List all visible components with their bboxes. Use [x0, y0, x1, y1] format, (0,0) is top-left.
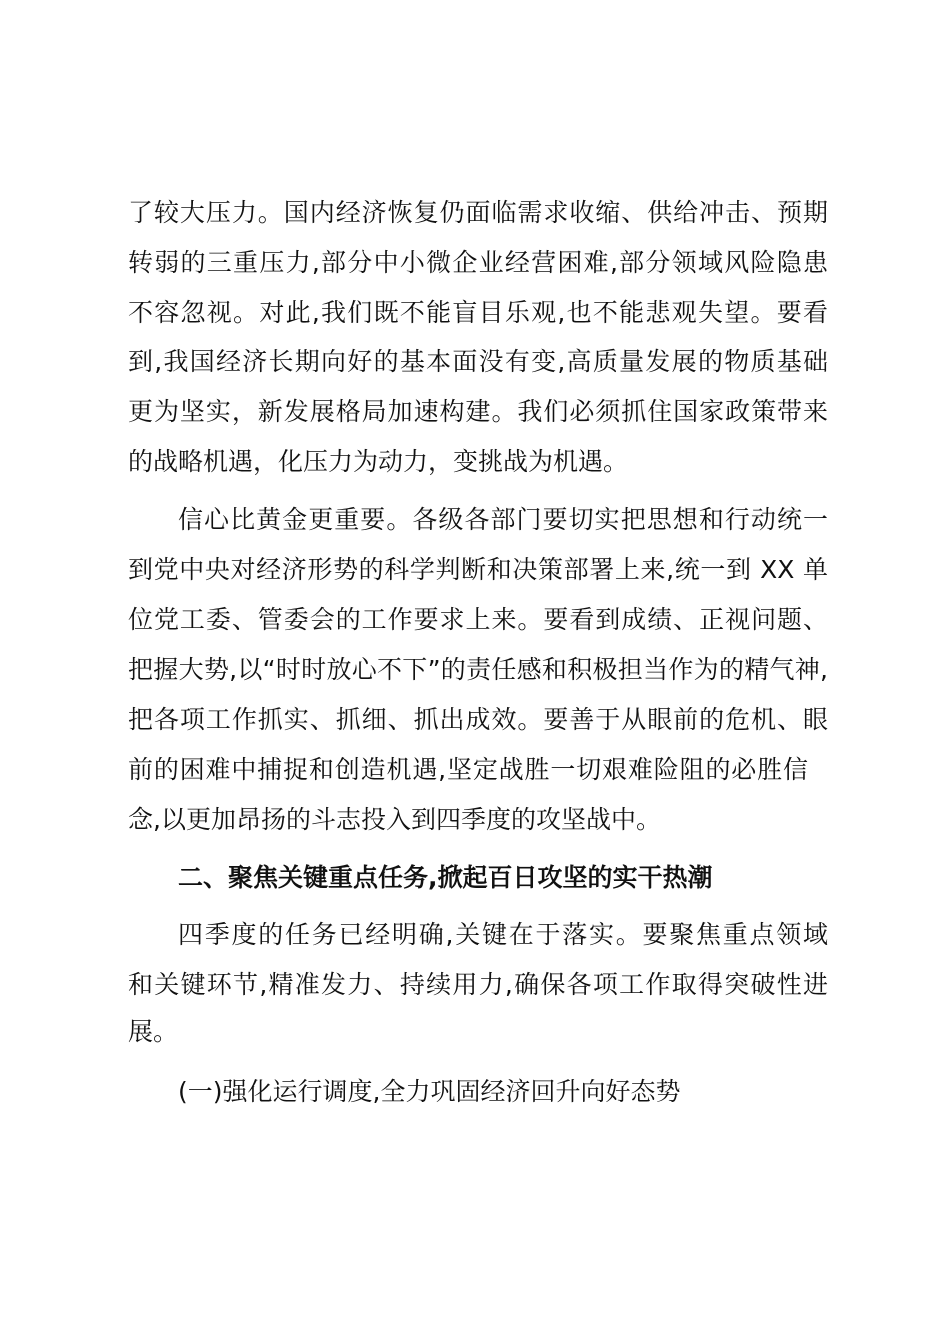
text-line: 位党工委、管委会的工作要求上来。要看到成绩、正视问题、: [128, 605, 828, 634]
section-heading: 二、聚焦关键重点任务,掀起百日攻坚的实干热潮: [178, 863, 713, 892]
text-line: 和关键环节,精准发力、持续用力,确保各项工作取得突破性进: [128, 970, 828, 999]
text-line: 转弱的三重压力,部分中小微企业经营困难,部分领域风险隐患: [128, 248, 828, 277]
text-line: 到党中央对经济形势的科学判断和决策部署上来,统一到 XX 单: [128, 555, 828, 584]
text-line: 的战略机遇，化压力为动力，变挑战为机遇。: [128, 447, 629, 476]
text-line: 信心比黄金更重要。各级各部门要切实把思想和行动统一: [178, 505, 828, 534]
text-line: 不容忽视。对此,我们既不能盲目乐观,也不能悲观失望。要看: [128, 298, 828, 327]
text-line: 更为坚实，新发展格局加速构建。我们必须抓住国家政策带来: [128, 397, 828, 426]
text-line: 把各项工作抓实、抓细、抓出成效。要善于从眼前的危机、眼: [128, 705, 828, 734]
text-line: 把握大势,以“时时放心不下”的责任感和积极担当作为的精气神,: [128, 655, 828, 684]
subsection-heading: (一)强化运行调度,全力巩固经济回升向好态势: [178, 1077, 681, 1106]
text-line: 前的困难中捕捉和创造机遇,坚定战胜一切艰难险阻的必胜信: [128, 755, 808, 784]
text-line: 念,以更加昂扬的斗志投入到四季度的攻坚战中。: [128, 805, 661, 834]
text-line: 四季度的任务已经明确,关键在于落实。要聚焦重点领域: [178, 920, 828, 949]
text-line: 了较大压力。国内经济恢复仍面临需求收缩、供给冲击、预期: [128, 198, 828, 227]
text-line: 到,我国经济长期向好的基本面没有变,高质量发展的物质基础: [128, 347, 828, 376]
text-line: 展。: [128, 1017, 179, 1046]
